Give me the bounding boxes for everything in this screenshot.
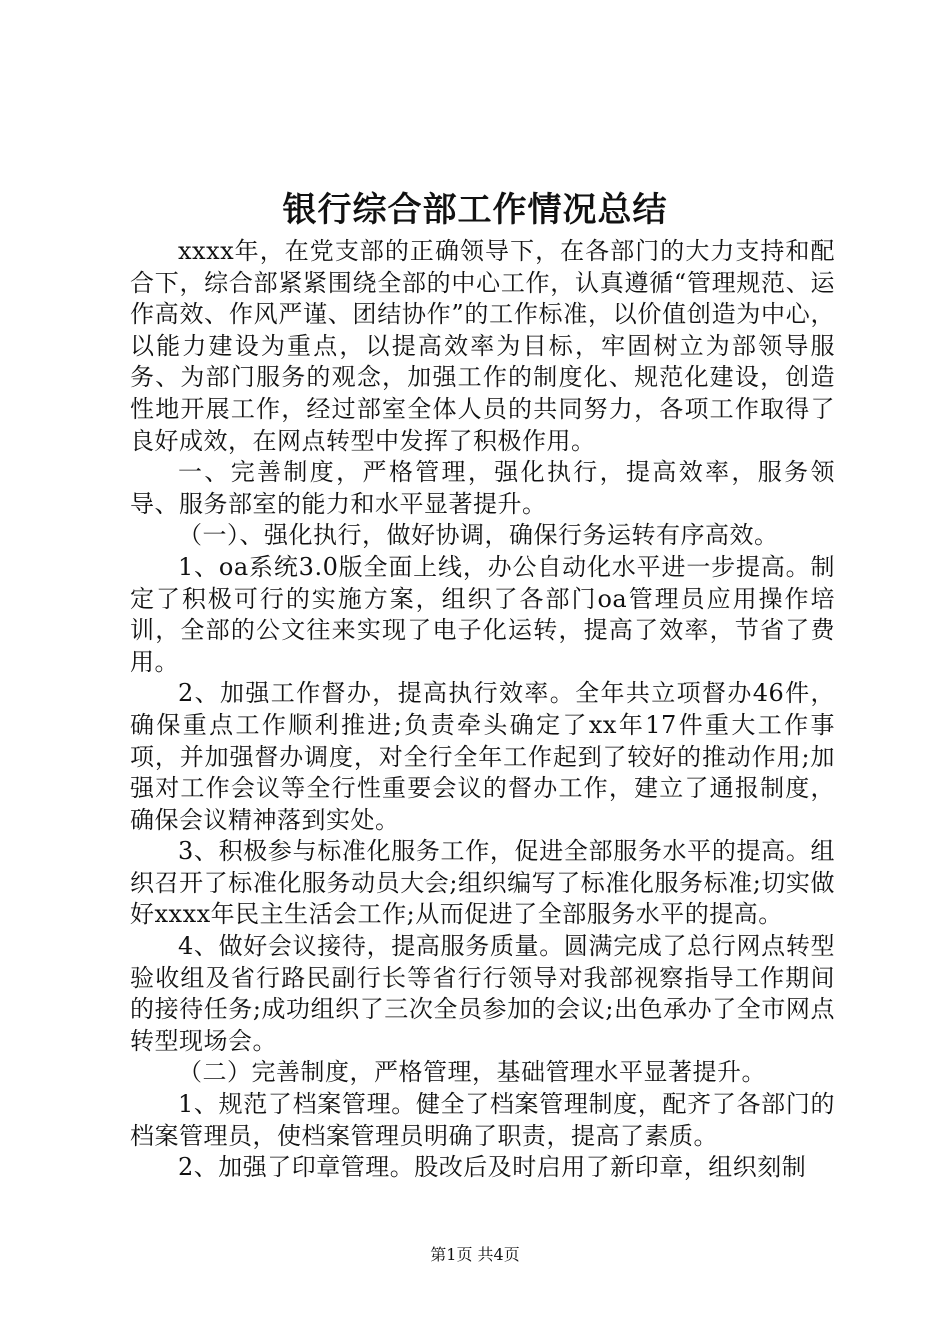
paragraph-item-2: 2、加强工作督办，提高执行效率。全年共立项督办46件，确保重点工作顺利推进;负责牵头确定了xx年17件重大工作事项，并加强督办调度，对全行全年工作起到了较好的推动作用;加强对工作会议等全行性重要会议的督办工作，建立了通报制度，确保会议精神落到实处。 — [130, 679, 835, 834]
page-footer: 第1页 共4页 — [430, 1245, 520, 1264]
document-body — [130, 236, 835, 1184]
paragraph-item-1: 1、oa系统3.0版全面上线，办公自动化水平进一步提高。制定了积极可行的实施方案，组织了各部门oa管理员应用操作培训，全部的公文往来实现了电子化运转，提高了效率，节省了费用。 — [130, 552, 835, 676]
paragraph-item-4: 4、做好会议接待，提高服务质量。圆满完成了总行网点转型验收组及省行路民副行长等省行行领导对我部视察指导工作期间的接待任务;成功组织了三次全员参加的会议;出色承办了全市网点转型现场会。 — [130, 932, 835, 1055]
paragraph-item-3: 3、积极参与标准化服务工作，促进全部服务水平的提高。组织召开了标准化服务动员大会;组织编写了标准化服务标准;切实做好xxxx年民主生活会工作;从而促进了全部服务水平的提高。 — [130, 837, 835, 929]
document-title: 银行综合部工作情况总结 — [282, 190, 668, 230]
paragraph-section-1-heading: 一、完善制度，严格管理，强化执行，提高效率，服务领导、服务部室的能力和水平显著提升。 — [130, 458, 835, 518]
paragraph-item-5: 1、规范了档案管理。健全了档案管理制度，配齐了各部门的档案管理员，使档案管理员明确了职责，提高了素质。 — [130, 1090, 835, 1150]
paragraph-subsection-1-heading: （一）、强化执行，做好协调，确保行务运转有序高效。 — [178, 521, 779, 550]
paragraph-subsection-2-heading: （二）完善制度，严格管理，基础管理水平显著提升。 — [178, 1058, 766, 1087]
paragraph-item-6: 2、加强了印章管理。股改后及时启用了新印章，组织刻制 — [178, 1153, 807, 1182]
paragraph-intro: xxxx年，在党支部的正确领导下，在各部门的大力支持和配合下，综合部紧紧围绕全部的中心工作，认真遵循“管理规范、运作高效、作风严谨、团结协作”的工作标准，以价值创造为中心，以能力建设为重点，以提高效率为目标，牢固树立为部领导服务、为部门服务的观念，加强工作的制度化、规范化建设，创造性地开展工作，经过部室全体人员的共同努力，各项工作取得了良好成效，在网点转型中发挥了积极作用。 — [130, 237, 835, 455]
